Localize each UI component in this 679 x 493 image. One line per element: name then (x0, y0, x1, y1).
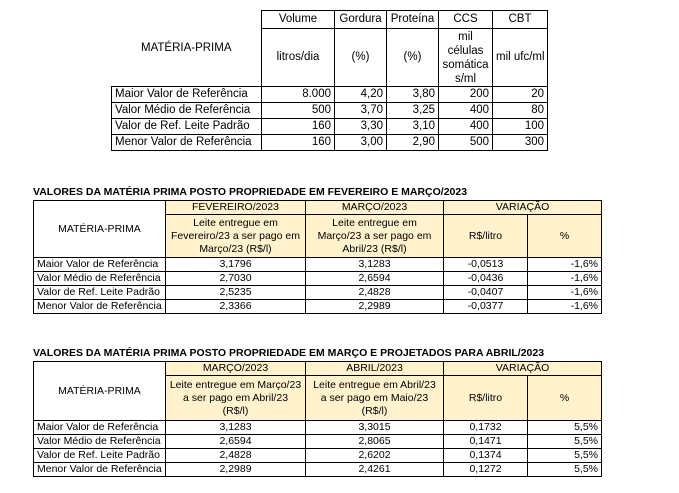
table-row (112, 135, 548, 151)
cell-value: 2,4261 (306, 463, 444, 477)
cell-value: 0,1374 (444, 449, 528, 463)
cell-value: 2,4828 (306, 286, 444, 300)
cell-value: 2,7030 (166, 272, 306, 286)
rs-litro-unit: R$/litro (444, 215, 528, 258)
cell-value: 200 (439, 87, 493, 103)
ccs-header: CCS (439, 11, 493, 29)
cell-value: 2,8065 (306, 435, 444, 449)
cell-value: -0,0436 (444, 272, 528, 286)
variacao-header: VARIAÇÃO (444, 362, 602, 376)
row-label: Maior Valor de Referência (112, 87, 262, 103)
cell-value: 3,30 (335, 119, 387, 135)
col1-description: Leite entregue em Fevereiro/23 a ser pago em Março/23 (R$/l) (166, 215, 306, 258)
cell-value: 3,1283 (166, 421, 306, 435)
cell-value: 2,3366 (166, 300, 306, 314)
cell-value: 3,70 (335, 103, 387, 119)
percent-unit: % (528, 376, 602, 421)
cell-value: 100 (493, 119, 548, 135)
col2-header: MARÇO/2023 (306, 201, 444, 215)
cell-value: 0,1272 (444, 463, 528, 477)
cell-value: 5,5% (528, 449, 602, 463)
cell-value: 4,20 (335, 87, 387, 103)
rs-litro-unit: R$/litro (444, 376, 528, 421)
gordura-header: Gordura (335, 11, 387, 29)
cell-value: 2,6594 (166, 435, 306, 449)
cbt-header: CBT (493, 11, 548, 29)
materia-prima-header: MATÉRIA-PRIMA (34, 362, 166, 421)
cell-value: 5,5% (528, 463, 602, 477)
table-row (34, 421, 602, 435)
variacao-header: VARIAÇÃO (444, 201, 602, 215)
cell-value: 0,1471 (444, 435, 528, 449)
cell-value: 3,1796 (166, 258, 306, 272)
row-label: Menor Valor de Referência (112, 135, 262, 151)
proteina-header: Proteína (387, 11, 439, 29)
cell-value: 2,90 (387, 135, 439, 151)
cell-value: 500 (439, 135, 493, 151)
cell-value: 2,4828 (166, 449, 306, 463)
cell-value: 3,80 (387, 87, 439, 103)
table-row (34, 258, 602, 272)
volume-unit: litros/dia (262, 29, 335, 87)
cell-value: 160 (262, 135, 335, 151)
table-row (34, 272, 602, 286)
proteina-unit: (%) (387, 29, 439, 87)
cell-value: -0,0377 (444, 300, 528, 314)
cell-value: 400 (439, 103, 493, 119)
cell-value: 5,5% (528, 435, 602, 449)
cbt-unit: mil ufc/ml (493, 29, 548, 87)
cell-value: -0,0407 (444, 286, 528, 300)
table-row (112, 87, 548, 103)
table-row (34, 300, 602, 314)
cell-value: 3,00 (335, 135, 387, 151)
gordura-unit: (%) (335, 29, 387, 87)
cell-value: 2,6202 (306, 449, 444, 463)
cell-value: 2,6594 (306, 272, 444, 286)
volume-header: Volume (262, 11, 335, 29)
cell-value: 8.000 (262, 87, 335, 103)
percent-unit: % (528, 215, 602, 258)
cell-value: 3,25 (387, 103, 439, 119)
ccs-unit: mil células somática s/ml (439, 29, 493, 87)
table3-title: VALORES DA MATÉRIA PRIMA POSTO PROPRIEDADE EM MARÇO E PROJETADOS PARA ABRIL/2023 (33, 347, 545, 359)
col1-header: MARÇO/2023 (166, 362, 306, 376)
cell-value: -1,6% (528, 286, 602, 300)
row-label: Menor Valor de Referência (34, 463, 166, 477)
cell-value: -1,6% (528, 272, 602, 286)
table-row (34, 435, 602, 449)
cell-value: 160 (262, 119, 335, 135)
table-row (34, 449, 602, 463)
cell-value: 3,10 (387, 119, 439, 135)
table-row (112, 119, 548, 135)
row-label: Valor de Ref. Leite Padrão (112, 119, 262, 135)
mar-apr-values-table (33, 361, 602, 477)
reference-parameters-table (111, 10, 548, 151)
col2-header: ABRIL/2023 (306, 362, 444, 376)
cell-value: 5,5% (528, 421, 602, 435)
cell-value: 500 (262, 103, 335, 119)
table-row (34, 463, 602, 477)
row-label: Maior Valor de Referência (34, 421, 166, 435)
cell-value: -0,0513 (444, 258, 528, 272)
cell-value: 0,1732 (444, 421, 528, 435)
col1-header: FEVEREIRO/2023 (166, 201, 306, 215)
table2-title: VALORES DA MATÉRIA PRIMA POSTO PROPRIEDADE EM FEVEREIRO E MARÇO/2023 (33, 186, 468, 198)
cell-value: 3,3015 (306, 421, 444, 435)
col2-description: Leite entregue em Março/23 a ser pago em Abril/23 (R$/l) (306, 215, 444, 258)
row-label: Maior Valor de Referência (34, 258, 166, 272)
row-label: Valor Médio de Referência (112, 103, 262, 119)
cell-value: 20 (493, 87, 548, 103)
row-label: Valor Médio de Referência (34, 435, 166, 449)
cell-value: 2,2989 (166, 463, 306, 477)
cell-value: 3,1283 (306, 258, 444, 272)
cell-value: 2,2989 (306, 300, 444, 314)
materia-prima-header: MATÉRIA-PRIMA (34, 201, 166, 258)
feb-mar-values-table (33, 200, 602, 314)
col2-description: Leite entregue em Abril/23 a ser pago em Maio/23 (R$/l) (306, 376, 444, 421)
table-row (34, 286, 602, 300)
row-label: Valor Médio de Referência (34, 272, 166, 286)
row-label: Valor de Ref. Leite Padrão (34, 286, 166, 300)
cell-value: 300 (493, 135, 548, 151)
cell-value: -1,6% (528, 258, 602, 272)
table-row (112, 103, 548, 119)
cell-value: 80 (493, 103, 548, 119)
materia-prima-header: MATÉRIA-PRIMA (112, 11, 262, 87)
row-label: Menor Valor de Referência (34, 300, 166, 314)
col1-description: Leite entregue em Março/23 a ser pago em Abril/23 (R$/l) (166, 376, 306, 421)
cell-value: 400 (439, 119, 493, 135)
cell-value: 2,5235 (166, 286, 306, 300)
row-label: Valor de Ref. Leite Padrão (34, 449, 166, 463)
cell-value: -1,6% (528, 300, 602, 314)
